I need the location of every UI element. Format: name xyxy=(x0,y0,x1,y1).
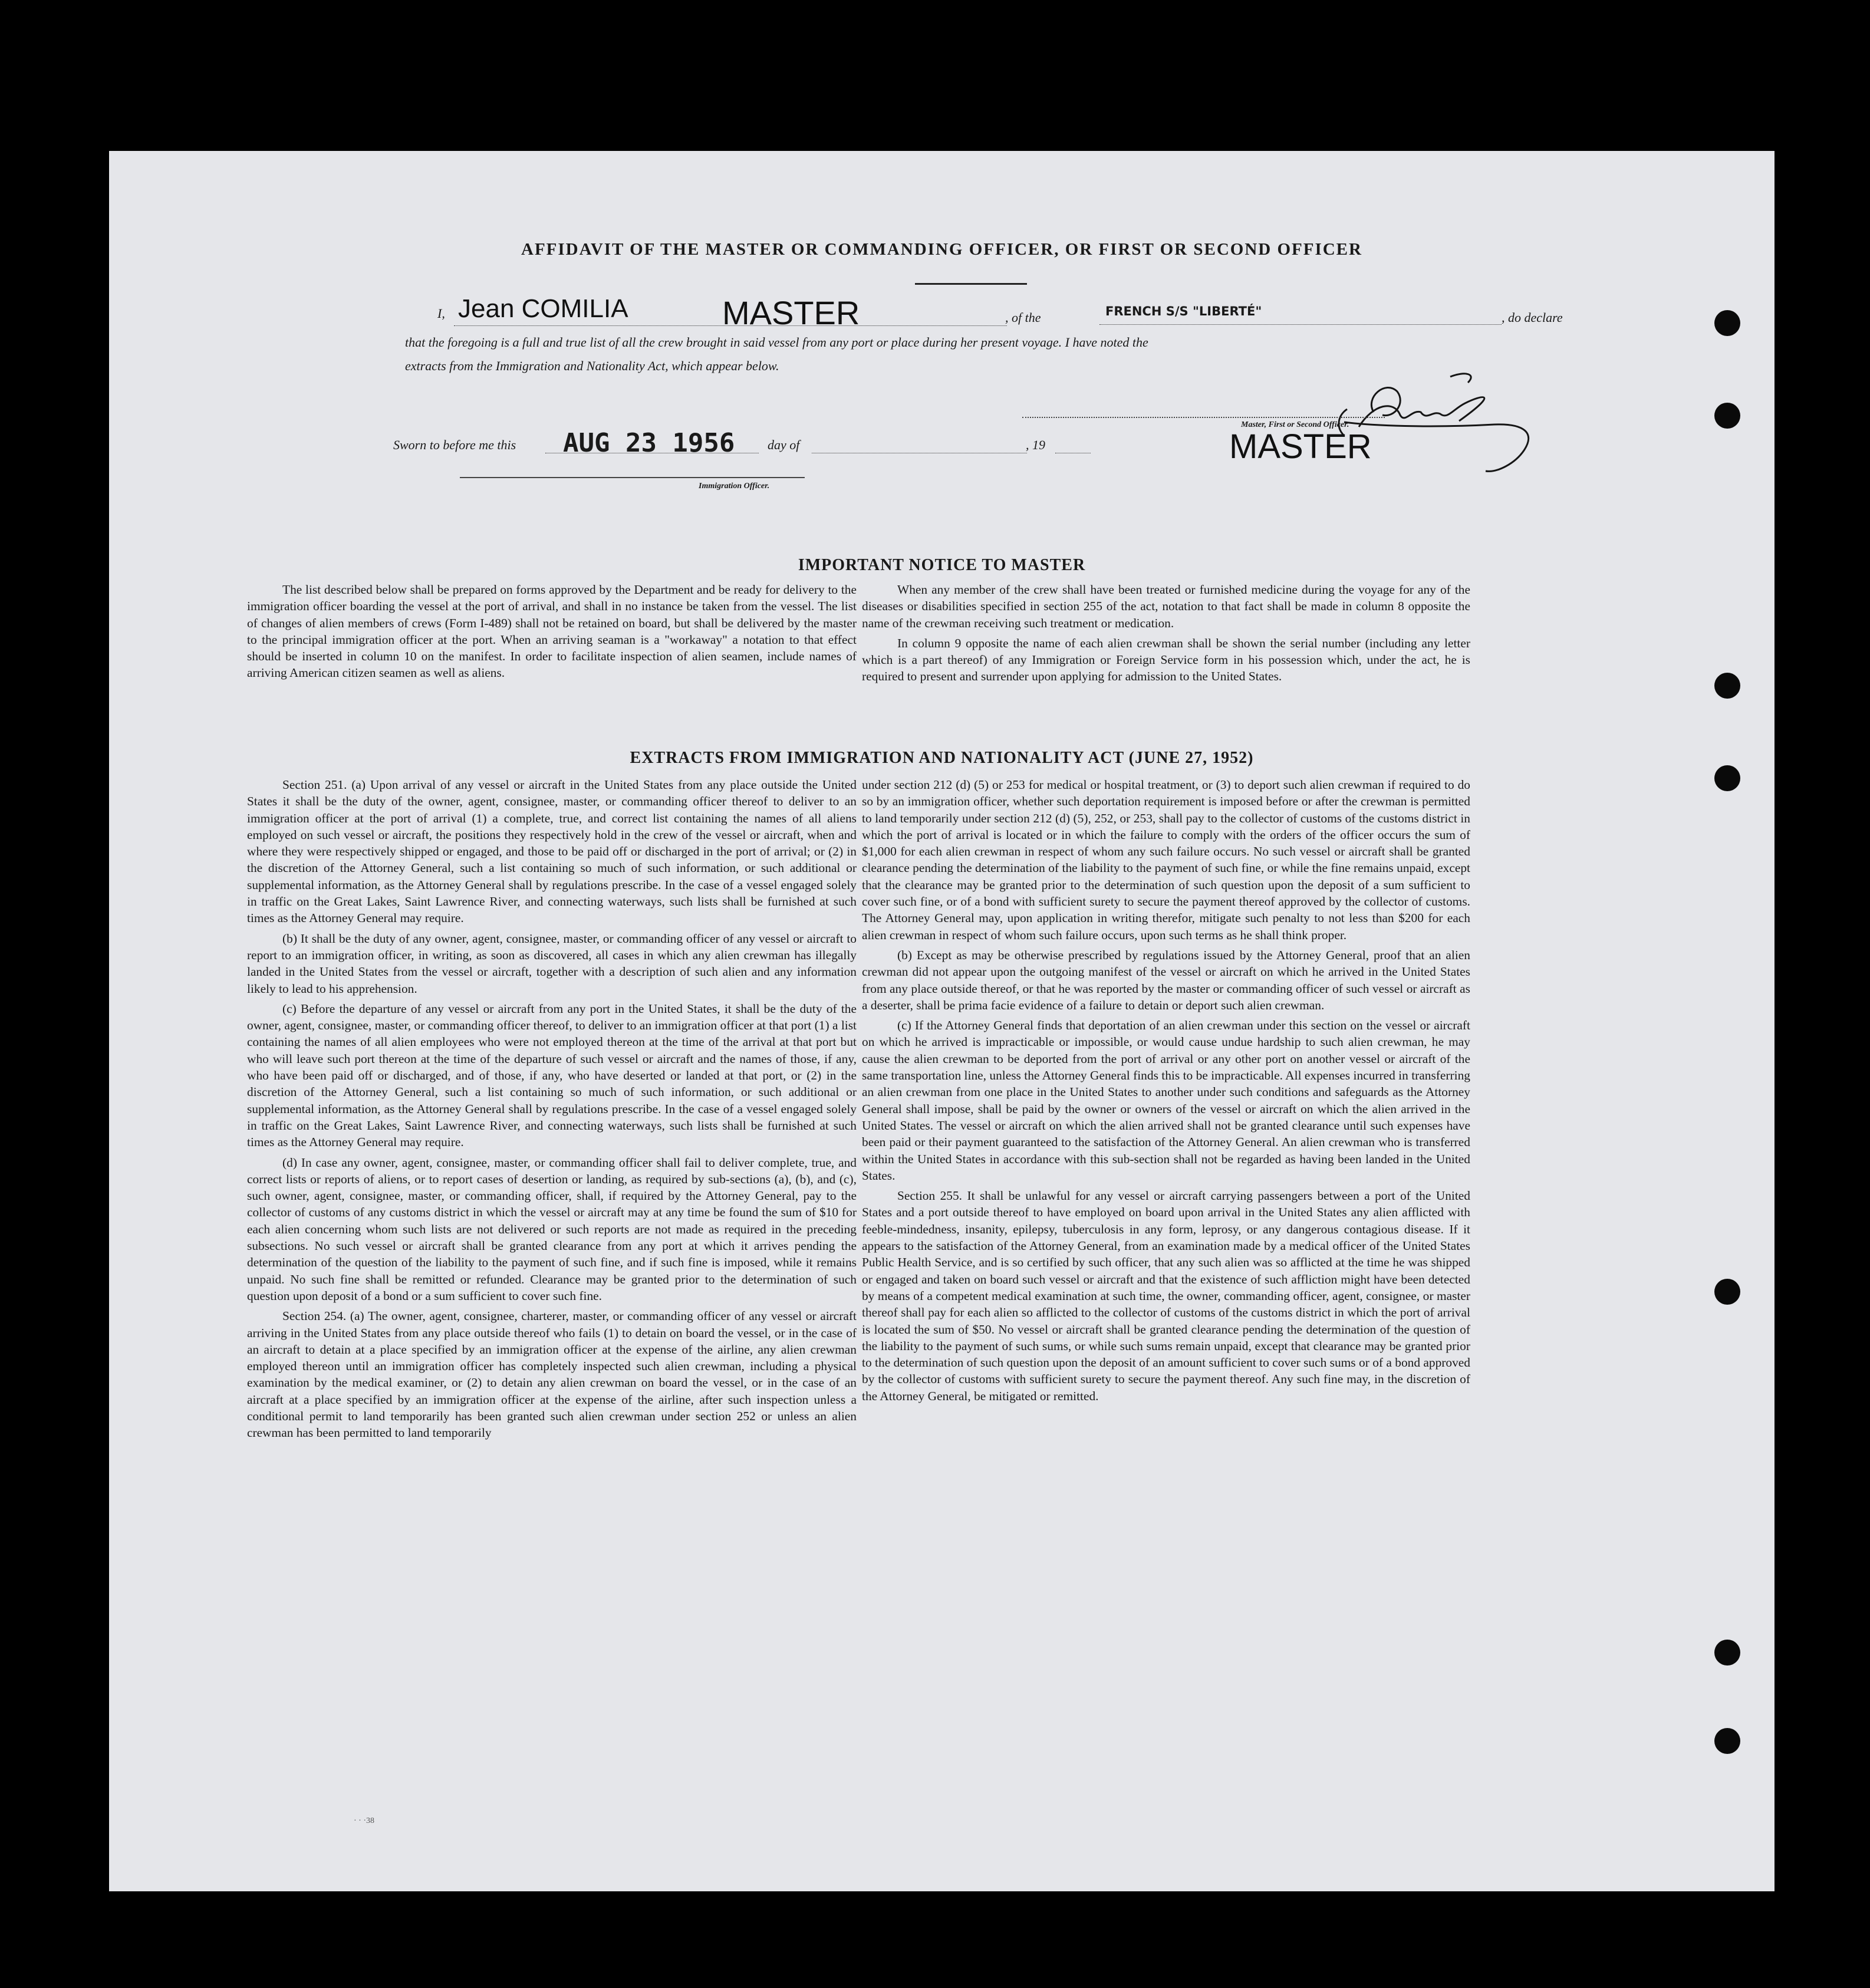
document-page xyxy=(109,151,1774,1891)
notice-heading: IMPORTANT NOTICE TO MASTER xyxy=(798,556,1086,574)
section-251-a: Section 251. (a) Upon arrival of any vessel or aircraft in the United States from any place outside the United States it shall be the duty of the owner, agent, consignee, master, or commanding officer thereof to deliver to an immigration officer at the port of arrival (1) a complete, true, and correct list containing the names of all aliens employed on such vessel or aircraft, the positions they respectively hold in the crew of the vessel or aircraft, when and where they were respectively shipped or engaged, and those to be paid off or discharged in the port of arrival; or (2) in the discretion of the Attorney General, such a list containing so much of such information, or such additional or supplemental information, as the Attorney General shall by regulations prescribe. In the case of a vessel engaged solely in traffic on the Great Lakes, Saint Lawrence River, and connecting waterways, such lists shall be furnished at such times as the Attorney General may require. xyxy=(247,778,857,926)
officer-label: Immigration Officer. xyxy=(699,482,770,491)
binder-hole xyxy=(1714,403,1740,429)
binder-hole xyxy=(1714,310,1740,336)
section-251-d: (d) In case any owner, agent, consignee, master, or commanding officer shall fail to deliver complete, true, and correct lists or reports of aliens, or to report cases of desertion or landing, as required by sub-sections (a), (b), and (c), such owner, agent, consignee, master, or commanding officer, shall, if required by the Attorney General, pay to the collector of customs of any customs district in which the vessel or aircraft may at any time be found the sum of $10 for each alien concerning whom such lists are not delivered or such reports are not made as required in the preceding subsections. No such vessel or aircraft shall be granted clearance from any port at which it arrives pending the determination of the question of the liability to the payment of such fine, and if such fine is imposed, while it remains unpaid. No such fine shall be remitted or refunded. Clearance may be granted prior to the determination of such question upon deposit of a bond or a sum sufficient to cover such fine. xyxy=(247,1155,857,1303)
extracts-left-column xyxy=(247,776,857,1445)
section-254-c: (c) If the Attorney General finds that deportation of an alien crewman under this section on the vessel or aircraft on which he arrived is impracticable or impossible, or would cause undue hardship to such alien crewman, he may cause the alien crewman to be deported from the port of arrival or any other port on another vessel or aircraft of the same transportation line, unless the Attorney General finds this to be impracticable. All expenses incurred in transferring an alien crewman from one place in the United States to another under such conditions and safeguards as the Attorney General shall impose, shall be paid by the owner or owners of the vessel or aircraft on which the alien arrived in the United States. The vessel or aircraft on which the alien arrived shall not be granted clearance until such expenses have been paid or their payment guaranteed to the satisfaction of the Attorney General. An alien crewman who is transferred within the United States in accordance with this sub-section shall not be regarded as having been landed in the United States. xyxy=(862,1018,1470,1183)
section-255: Section 255. It shall be unlawful for any vessel or aircraft carrying passengers between a port of the United States and a port outside thereof to have employed on board upon arrival in the United States any alien afflicted with feeble-mindedness, insanity, epilepsy, tuberculosis in any form, leprosy, or any dangerous contagious disease. If it appears to the satisfaction of the Attorney General, from an examination made by a medical officer of the United States Public Health Service, and is so certified by such officer, that any such alien was so afflicted at the time he was shipped or engaged and taken on board such vessel or aircraft and that the existence of such affliction might have been detected by means of a competent medical examination at such time, the owner, commanding officer, agent, consignee, or master thereof shall pay for each alien so afflicted to the collector of customs of the customs district in which the port of arrival is located the sum of $50. No vessel or aircraft shall be granted clearance pending the determination of the question of the liability to the payment of such sums, or while such sums remain unpaid, except that clearance may be granted prior to the determination of such question upon the deposit of an amount sufficient to cover such sums or of a bond approved by the collector of customs with sufficient surety to secure the payment thereof. Any such fine may, in the discretion of the Attorney General, be mitigated or remitted. xyxy=(862,1189,1470,1403)
binder-hole xyxy=(1714,765,1740,791)
notice-right-paragraph-1: When any member of the crew shall have been treated or furnished medicine during the voyage for any of the diseases or disabilities specified in section 255 of the act, notation to that fact shall be made in column 8 opposite the name of the crewman receiving such treatment or medication. xyxy=(862,582,1470,630)
declarant-name: Jean COMILIA xyxy=(458,294,628,323)
binder-hole xyxy=(1714,1640,1740,1666)
notice-right-column xyxy=(862,581,1470,689)
section-254-a-continued: under section 212 (d) (5) or 253 for medical or hospital treatment, or (3) to deport such alien crewman if required to do so by an immigration officer, whether such deportation requirement is imposed before or after the crewman is permitted to land temporarily under section 212 (d) (5), 252, or 253, shall pay to the collector of customs of the customs district in which the port of arrival is located or in which the failure to comply with the orders of the officer occurs the sum of $1,000 for each alien crewman in respect of whom any such failure occurs. No such vessel or aircraft shall be granted clearance pending the determination of the liability to the payment of such fine, or while the fine remains unpaid, except that the clearance may be granted prior to the determination of such question upon the deposit of a sum sufficient to cover such fine, or of a bond with sufficient surety to secure the payment thereof approved by the collector of customs. The Attorney General may, upon application in writing therefor, mitigate such penalty to not less than $200 for each alien crewman in respect of whom such failure occurs, upon such terms as he shall think proper. xyxy=(862,778,1470,942)
do-declare-label: , do declare xyxy=(1502,310,1563,325)
extracts-right-column xyxy=(862,776,1470,1408)
date-stamp: AUG 23 1956 xyxy=(563,428,735,458)
section-251-b: (b) It shall be the duty of any owner, agent, consignee, master, or commanding officer of any vessel or aircraft to report to an immigration officer, in writing, as soon as discovered, all cases in which any alien crewman has illegally landed in the United States from the vessel or aircraft, together with a description of such alien and any information likely to lead to his apprehension. xyxy=(247,931,857,996)
section-251-c: (c) Before the departure of any vessel or aircraft from any port in the United States, it shall be the duty of the owner, agent, consignee, master, or commanding officer thereof, to deliver to an immigration officer at that port (1) a list containing the names of all alien employees who were not employed thereon at the time of the arrival at that port but who will leave such port thereon at the time of the departure of such vessel or aircraft and the names of those, if any, who have been paid off or discharged, and of those, if any, who have deserted or landed at that port, or (2) in the discretion of the Attorney General, such a list containing so much of such information, or such additional or supplemental information, as the Attorney General shall by regulations prescribe. In the case of a vessel engaged solely in traffic on the Great Lakes, Saint Lawrence River, and connecting waterways, such lists shall be furnished at such times as the Attorney General may require. xyxy=(247,1001,857,1150)
extracts-heading: EXTRACTS FROM IMMIGRATION AND NATIONALITY ACT (JUNE 27, 1952) xyxy=(630,749,1254,767)
binder-hole xyxy=(1714,673,1740,699)
declaration-line-2: that the foregoing is a full and true list of all the crew brought in said vessel from any port or place during her present voyage. I have noted the xyxy=(405,335,1148,350)
declaration-prefix: I, xyxy=(437,306,445,321)
binder-hole xyxy=(1714,1279,1740,1305)
page-title: AFFIDAVIT OF THE MASTER OR COMMANDING OFFICER, OR FIRST OR SECOND OFFICER xyxy=(521,240,1362,259)
master-stamp: MASTER xyxy=(1229,427,1372,466)
title-rule xyxy=(915,283,1027,285)
binder-hole xyxy=(1714,1728,1740,1754)
name-blank xyxy=(454,325,1007,326)
vessel-name: FRENCH S/S "LIBERTÉ" xyxy=(1105,304,1262,318)
page-mark: · · ·38 xyxy=(354,1816,374,1825)
declarant-rank: MASTER xyxy=(722,294,860,331)
year-prefix: , 19 xyxy=(1026,437,1045,452)
notice-right-paragraph-2: In column 9 opposite the name of each alien crewman shall be shown the serial number (including any letter which is a part thereof) of any Immigration or Foreign Service form in his possession which, under the act, he is required to present and surrender upon applying for admission to the United States. xyxy=(862,636,1470,684)
officer-line xyxy=(460,477,805,478)
vessel-blank xyxy=(1099,324,1502,325)
signature-label: Master, First or Second Officer. xyxy=(1241,420,1349,429)
day-of-label: day of xyxy=(768,437,800,452)
sworn-prefix: Sworn to before me this xyxy=(393,437,516,452)
notice-left-column xyxy=(247,581,857,685)
declaration-line-3: extracts from the Immigration and Nationality Act, which appear below. xyxy=(405,358,779,373)
notice-left-paragraph: The list described below shall be prepared on forms approved by the Department and be ready for delivery to the immigration officer boarding the vessel at the port of arrival, and shall in no instance be taken from the vessel. The list of changes of alien members of crews (Form I-489) shall not be retained on board, but shall be delivered by the master to the principal immigration officer at the port. When an arriving seaman is a "workaway" a notation to that effect should be inserted in column 10 on the manifest. In order to facilitate inspection of alien seamen, include names of arriving American citizen seamen as well as aliens. xyxy=(247,582,857,680)
section-254-b: (b) Except as may be otherwise prescribed by regulations issued by the Attorney General, proof that an alien crewman did not appear upon the outgoing manifest of the vessel or aircraft on which he arrived in the United States from any place outside thereof, or that he was reported by the master or commanding officer of such vessel or aircraft as a deserter, shall be prima facie evidence of a failure to detain or deport such alien crewman. xyxy=(862,947,1470,1012)
of-the-label: , of the xyxy=(1005,310,1041,325)
section-254-a: Section 254. (a) The owner, agent, consignee, charterer, master, or commanding officer of any vessel or aircraft arriving in the United States from any place outside thereof who fails (1) to detain on board the vessel, or in the case of an aircraft to detain at a place specified by an immigration officer at the expense of the airline, any alien crewman employed thereon until an immigration officer has completely inspected such alien crewman, including a physical examination by the medical examiner, or (2) to detain any alien crewman on board the vessel, or in the case of an aircraft at a place specified by an immigration officer at the expense of the airline, after such inspection unless a conditional permit to land temporarily has been granted such alien crewman under section 252 or unless an alien crewman has been permitted to land temporarily xyxy=(247,1309,857,1440)
signature-line xyxy=(1022,417,1385,418)
